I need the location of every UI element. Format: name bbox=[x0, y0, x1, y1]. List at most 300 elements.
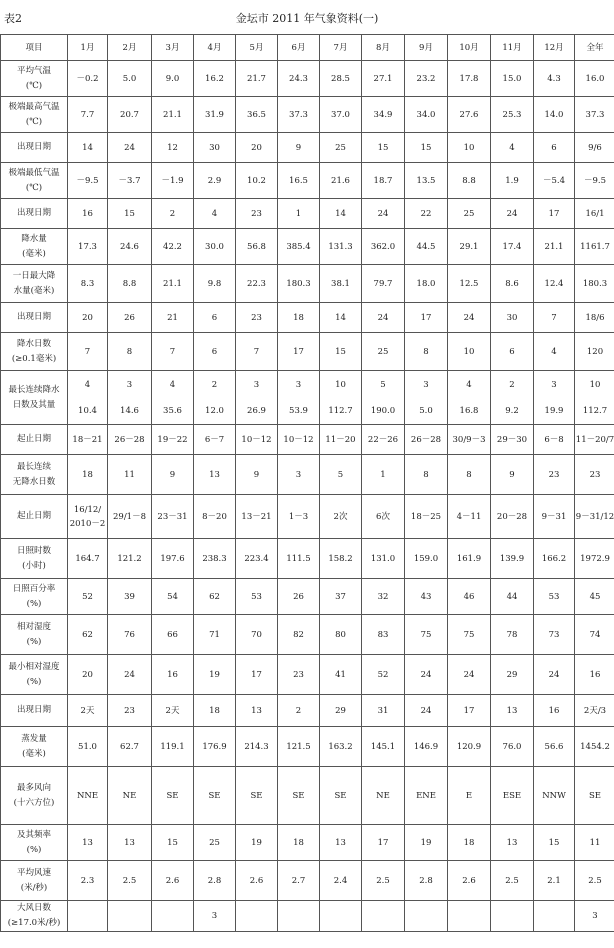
table-row bbox=[1, 97, 614, 133]
data-cell: 39 bbox=[108, 579, 152, 615]
document-header bbox=[0, 0, 614, 32]
table-row bbox=[1, 371, 614, 425]
data-cell: 12.5 bbox=[448, 265, 491, 303]
data-cell: 2 bbox=[152, 199, 194, 229]
table-row bbox=[1, 861, 614, 901]
data-cell: 8 bbox=[448, 455, 491, 495]
data-cell: 37.3 bbox=[575, 97, 614, 133]
row-label bbox=[1, 901, 68, 932]
data-cell: SE bbox=[194, 767, 236, 825]
data-cell: 23 bbox=[278, 655, 320, 695]
data-cell: 18/6 bbox=[575, 303, 614, 333]
data-cell: NNE bbox=[68, 767, 108, 825]
data-cell: 17 bbox=[278, 333, 320, 371]
data-cell: 4 bbox=[491, 133, 534, 163]
row-label-line: 出现日期 bbox=[16, 208, 51, 218]
data-cell: 159.0 bbox=[405, 539, 448, 579]
data-cell-line: 26.9 bbox=[247, 405, 266, 416]
data-cell: SE bbox=[278, 767, 320, 825]
data-cell: 74 bbox=[575, 615, 614, 655]
data-cell-line: 3 bbox=[423, 379, 429, 390]
data-cell: 2.3 bbox=[68, 861, 108, 901]
data-cell: 14 bbox=[68, 133, 108, 163]
data-cell: 11 bbox=[575, 825, 614, 861]
data-cell: 34.9 bbox=[362, 97, 405, 133]
header-month: 10月 bbox=[448, 35, 491, 61]
table-row bbox=[1, 229, 614, 265]
data-cell bbox=[278, 371, 320, 425]
data-cell: 362.0 bbox=[362, 229, 405, 265]
data-cell: 80 bbox=[320, 615, 362, 655]
data-cell: 66 bbox=[152, 615, 194, 655]
data-cell: 37.0 bbox=[320, 97, 362, 133]
data-cell bbox=[152, 371, 194, 425]
data-cell: 37.3 bbox=[278, 97, 320, 133]
data-cell: 131.0 bbox=[362, 539, 405, 579]
data-cell: 180.3 bbox=[278, 265, 320, 303]
data-cell: 7 bbox=[534, 303, 575, 333]
data-cell: 24.6 bbox=[108, 229, 152, 265]
data-cell: 20－28 bbox=[491, 495, 534, 539]
table-row bbox=[1, 727, 614, 767]
data-cell-line: 5 bbox=[380, 379, 386, 390]
data-cell: 15 bbox=[534, 825, 575, 861]
data-cell: 75 bbox=[405, 615, 448, 655]
data-cell: 82 bbox=[278, 615, 320, 655]
data-cell: 131.3 bbox=[320, 229, 362, 265]
data-cell: 42.2 bbox=[152, 229, 194, 265]
data-cell: 13 bbox=[68, 825, 108, 861]
data-cell: －0.2 bbox=[68, 61, 108, 97]
data-cell: 25 bbox=[362, 333, 405, 371]
table-number: 表2 bbox=[4, 12, 22, 25]
row-label-line: 一日最大降 bbox=[12, 270, 56, 281]
table-row bbox=[1, 539, 614, 579]
table-row bbox=[1, 655, 614, 695]
data-cell: 25 bbox=[320, 133, 362, 163]
data-cell: －3.7 bbox=[108, 163, 152, 199]
data-cell: 146.9 bbox=[405, 727, 448, 767]
data-cell: 6－7 bbox=[194, 425, 236, 455]
data-cell: 52 bbox=[68, 579, 108, 615]
data-cell: 2.8 bbox=[194, 861, 236, 901]
data-cell: 15 bbox=[362, 133, 405, 163]
data-cell: 24 bbox=[108, 655, 152, 695]
data-cell: 2次 bbox=[320, 495, 362, 539]
data-cell: 30.0 bbox=[194, 229, 236, 265]
data-cell: 9.8 bbox=[194, 265, 236, 303]
data-cell: 5 bbox=[320, 455, 362, 495]
data-cell-line: 35.6 bbox=[163, 405, 182, 416]
row-label-line: 无降水日数 bbox=[12, 476, 56, 487]
row-label bbox=[1, 767, 68, 825]
row-label-line: (小时) bbox=[22, 560, 46, 571]
data-cell bbox=[320, 371, 362, 425]
data-cell: －9.5 bbox=[68, 163, 108, 199]
data-cell: 16 bbox=[575, 655, 614, 695]
data-cell: 15 bbox=[320, 333, 362, 371]
data-cell: 8 bbox=[108, 333, 152, 371]
row-label bbox=[1, 655, 68, 695]
data-cell: 18－21 bbox=[68, 425, 108, 455]
data-cell: 7 bbox=[152, 333, 194, 371]
data-cell: SE bbox=[152, 767, 194, 825]
data-cell: E bbox=[448, 767, 491, 825]
data-cell: 16.5 bbox=[278, 163, 320, 199]
row-label bbox=[1, 455, 68, 495]
data-cell: 8 bbox=[405, 333, 448, 371]
data-cell: 7 bbox=[68, 333, 108, 371]
data-cell-line: 3 bbox=[253, 379, 260, 390]
data-cell: 6次 bbox=[362, 495, 405, 539]
data-cell: 17 bbox=[362, 825, 405, 861]
data-cell bbox=[236, 371, 278, 425]
data-cell: 2.4 bbox=[320, 861, 362, 901]
row-label-line: 极端最高气温 bbox=[8, 101, 60, 112]
data-cell: 11 bbox=[108, 455, 152, 495]
data-cell: 23－31 bbox=[152, 495, 194, 539]
row-label bbox=[1, 163, 68, 199]
data-cell: 19 bbox=[236, 825, 278, 861]
data-cell: SE bbox=[320, 767, 362, 825]
data-cell: 28.5 bbox=[320, 61, 362, 97]
data-cell: 16.2 bbox=[194, 61, 236, 97]
table-row bbox=[1, 303, 614, 333]
table-row bbox=[1, 901, 614, 932]
data-cell-line: 12.0 bbox=[205, 405, 224, 416]
row-label-line: 最长连续 bbox=[16, 461, 51, 472]
table-title: 金坛市 2011 年气象资料(一) bbox=[235, 12, 379, 25]
data-cell: 18 bbox=[194, 695, 236, 727]
data-cell: 4.3 bbox=[534, 61, 575, 97]
row-label bbox=[1, 61, 68, 97]
data-cell: 10－12 bbox=[236, 425, 278, 455]
row-label-line: (米/秒) bbox=[20, 882, 48, 893]
row-label-line: 日照百分率 bbox=[12, 583, 56, 594]
data-cell: 24 bbox=[491, 199, 534, 229]
data-cell: 16.0 bbox=[575, 61, 614, 97]
data-cell bbox=[236, 901, 278, 932]
table-row bbox=[1, 455, 614, 495]
data-cell: 2.6 bbox=[236, 861, 278, 901]
data-cell: 24 bbox=[448, 655, 491, 695]
data-cell: 6 bbox=[491, 333, 534, 371]
data-cell: 21.6 bbox=[320, 163, 362, 199]
data-cell: 76.0 bbox=[491, 727, 534, 767]
data-cell: 70 bbox=[236, 615, 278, 655]
data-cell: 10 bbox=[448, 333, 491, 371]
data-cell: 52 bbox=[362, 655, 405, 695]
data-cell: 1 bbox=[278, 199, 320, 229]
data-cell: 9.0 bbox=[152, 61, 194, 97]
header-month: 4月 bbox=[194, 35, 236, 61]
data-cell: 197.6 bbox=[152, 539, 194, 579]
data-cell bbox=[575, 371, 614, 425]
data-cell: 24 bbox=[534, 655, 575, 695]
row-label-line: (毫米) bbox=[22, 248, 46, 259]
data-cell: 9 bbox=[278, 133, 320, 163]
data-cell: 2.5 bbox=[491, 861, 534, 901]
data-cell: 15.0 bbox=[491, 61, 534, 97]
row-label-line: 蒸发量 bbox=[21, 733, 47, 744]
data-cell: 26 bbox=[278, 579, 320, 615]
data-cell: 21.7 bbox=[236, 61, 278, 97]
data-cell: 20 bbox=[68, 655, 108, 695]
data-cell: 53 bbox=[534, 579, 575, 615]
data-cell: 56.6 bbox=[534, 727, 575, 767]
data-cell: 18 bbox=[68, 455, 108, 495]
data-cell bbox=[491, 371, 534, 425]
data-cell: 22.3 bbox=[236, 265, 278, 303]
data-cell: 27.6 bbox=[448, 97, 491, 133]
data-cell: 26－28 bbox=[108, 425, 152, 455]
data-cell: NE bbox=[108, 767, 152, 825]
row-label-line: 及其频率 bbox=[16, 829, 51, 840]
data-cell: 3 bbox=[575, 901, 614, 932]
table-row bbox=[1, 579, 614, 615]
data-cell: 24 bbox=[362, 199, 405, 229]
header-row bbox=[1, 35, 614, 61]
data-cell bbox=[194, 371, 236, 425]
data-cell-line: 19.9 bbox=[544, 405, 564, 416]
table-row bbox=[1, 163, 614, 199]
data-cell: 1454.2 bbox=[575, 727, 614, 767]
data-cell: 214.3 bbox=[236, 727, 278, 767]
data-cell: 16/1 bbox=[575, 199, 614, 229]
data-cell bbox=[448, 901, 491, 932]
row-label-line: (%) bbox=[26, 676, 42, 687]
data-cell: 180.3 bbox=[575, 265, 614, 303]
data-cell: 8.6 bbox=[491, 265, 534, 303]
row-label bbox=[1, 495, 68, 539]
data-cell: 164.7 bbox=[68, 539, 108, 579]
data-cell bbox=[320, 901, 362, 932]
data-cell: 27.1 bbox=[362, 61, 405, 97]
row-label-line: 大风日数 bbox=[16, 903, 51, 913]
row-label bbox=[1, 229, 68, 265]
row-label-line: 水量(毫米) bbox=[13, 285, 55, 296]
data-cell: 11－20/7 bbox=[575, 425, 614, 455]
header-item: 项目 bbox=[1, 35, 68, 61]
data-cell-line: 5.0 bbox=[419, 405, 433, 416]
data-cell: 18 bbox=[278, 825, 320, 861]
data-cell-line: 53.9 bbox=[289, 405, 308, 416]
data-cell: 44 bbox=[491, 579, 534, 615]
data-cell: 14.0 bbox=[534, 97, 575, 133]
data-cell: SE bbox=[236, 767, 278, 825]
data-cell: SE bbox=[575, 767, 614, 825]
data-cell: 21 bbox=[152, 303, 194, 333]
table-row bbox=[1, 425, 614, 455]
data-cell: 2天/3 bbox=[575, 695, 614, 727]
row-label-line: (十六方位) bbox=[13, 797, 55, 808]
data-cell: 23.2 bbox=[405, 61, 448, 97]
data-cell: 9－31/12 bbox=[575, 495, 614, 539]
data-cell: 18.7 bbox=[362, 163, 405, 199]
data-cell: 54 bbox=[152, 579, 194, 615]
data-cell: 16 bbox=[68, 199, 108, 229]
data-cell: 3 bbox=[194, 901, 236, 932]
data-cell: 20.7 bbox=[108, 97, 152, 133]
data-cell: 14 bbox=[320, 303, 362, 333]
data-cell: 11－20 bbox=[320, 425, 362, 455]
header-month: 8月 bbox=[362, 35, 405, 61]
data-cell: 25.3 bbox=[491, 97, 534, 133]
data-cell: 17.3 bbox=[68, 229, 108, 265]
data-cell: 18 bbox=[448, 825, 491, 861]
data-cell: 37 bbox=[320, 579, 362, 615]
data-cell: 79.7 bbox=[362, 265, 405, 303]
data-cell: 38.1 bbox=[320, 265, 362, 303]
data-cell: 166.2 bbox=[534, 539, 575, 579]
data-cell: 26－28 bbox=[405, 425, 448, 455]
data-cell: 12 bbox=[152, 133, 194, 163]
header-month: 12月 bbox=[534, 35, 575, 61]
header-month: 7月 bbox=[320, 35, 362, 61]
row-label bbox=[1, 133, 68, 163]
data-cell: 13 bbox=[236, 695, 278, 727]
data-cell bbox=[362, 371, 405, 425]
data-cell: 161.9 bbox=[448, 539, 491, 579]
data-cell: 62 bbox=[68, 615, 108, 655]
data-cell: 16 bbox=[534, 695, 575, 727]
table-row bbox=[1, 767, 614, 825]
data-cell-line: 3 bbox=[295, 379, 302, 390]
row-label-line: 降水量 bbox=[21, 233, 47, 244]
data-cell: 17 bbox=[534, 199, 575, 229]
data-cell: 75 bbox=[448, 615, 491, 655]
data-cell: 45 bbox=[575, 579, 614, 615]
data-cell: 30 bbox=[194, 133, 236, 163]
data-cell: 13 bbox=[320, 825, 362, 861]
data-cell bbox=[108, 371, 152, 425]
data-cell-line: 10 bbox=[335, 379, 346, 390]
row-label-line: 最长连续降水 bbox=[8, 384, 60, 395]
header-month: 11月 bbox=[491, 35, 534, 61]
row-label bbox=[1, 199, 68, 229]
data-cell: 26 bbox=[108, 303, 152, 333]
data-cell: 2.5 bbox=[108, 861, 152, 901]
data-cell: 15 bbox=[108, 199, 152, 229]
data-cell: 23 bbox=[575, 455, 614, 495]
data-cell: 18.0 bbox=[405, 265, 448, 303]
data-cell bbox=[68, 371, 108, 425]
data-cell: 22 bbox=[405, 199, 448, 229]
data-cell: 43 bbox=[405, 579, 448, 615]
data-cell: 9 bbox=[236, 455, 278, 495]
header-month: 5月 bbox=[236, 35, 278, 61]
data-cell: 62.7 bbox=[108, 727, 152, 767]
data-cell: 29.1 bbox=[448, 229, 491, 265]
data-cell: 51.0 bbox=[68, 727, 108, 767]
data-cell: 19－22 bbox=[152, 425, 194, 455]
row-label-line: (℃) bbox=[25, 116, 43, 127]
data-cell: 1.9 bbox=[491, 163, 534, 199]
header-month: 6月 bbox=[278, 35, 320, 61]
data-cell bbox=[491, 901, 534, 932]
data-cell: －1.9 bbox=[152, 163, 194, 199]
data-cell bbox=[405, 901, 448, 932]
data-cell: 23 bbox=[236, 199, 278, 229]
data-cell: 32 bbox=[362, 579, 405, 615]
table-row bbox=[1, 61, 614, 97]
data-cell: 120 bbox=[575, 333, 614, 371]
data-cell bbox=[68, 495, 108, 539]
row-label bbox=[1, 695, 68, 727]
row-label-line: (毫米) bbox=[22, 748, 46, 759]
table-row bbox=[1, 265, 614, 303]
data-cell-line: 2 bbox=[509, 379, 515, 390]
data-cell: 119.1 bbox=[152, 727, 194, 767]
data-cell: 23 bbox=[534, 455, 575, 495]
data-cell: 25 bbox=[448, 199, 491, 229]
data-cell bbox=[405, 371, 448, 425]
row-label-line: (≥0.1毫米) bbox=[11, 353, 57, 364]
row-label-line: 平均风速 bbox=[16, 867, 51, 878]
data-cell: 62 bbox=[194, 579, 236, 615]
data-cell: 24 bbox=[362, 303, 405, 333]
data-cell: 1－3 bbox=[278, 495, 320, 539]
row-label-line: (℃) bbox=[25, 80, 43, 91]
data-cell: 19 bbox=[405, 825, 448, 861]
data-cell: 13 bbox=[108, 825, 152, 861]
row-label bbox=[1, 615, 68, 655]
data-cell: 30/9－3 bbox=[448, 425, 491, 455]
data-cell: 76 bbox=[108, 615, 152, 655]
data-cell: 2天 bbox=[152, 695, 194, 727]
row-label bbox=[1, 97, 68, 133]
row-label-line: 极端最低气温 bbox=[8, 167, 60, 178]
data-cell: 21.1 bbox=[152, 97, 194, 133]
data-cell: 9 bbox=[491, 455, 534, 495]
data-cell: 121.5 bbox=[278, 727, 320, 767]
data-cell: 17 bbox=[236, 655, 278, 695]
data-cell: 2.1 bbox=[534, 861, 575, 901]
data-cell: 36.5 bbox=[236, 97, 278, 133]
data-cell: 25 bbox=[194, 825, 236, 861]
data-cell: －9.5 bbox=[575, 163, 614, 199]
data-cell: 24.3 bbox=[278, 61, 320, 97]
data-cell: 5.0 bbox=[108, 61, 152, 97]
data-cell bbox=[108, 901, 152, 932]
data-cell: 8－20 bbox=[194, 495, 236, 539]
data-cell: 29 bbox=[320, 695, 362, 727]
data-cell-line: 16/12/ bbox=[73, 504, 102, 515]
data-cell: 4 bbox=[534, 333, 575, 371]
data-cell: 13 bbox=[194, 455, 236, 495]
data-cell: 19 bbox=[194, 655, 236, 695]
data-cell: 6 bbox=[534, 133, 575, 163]
row-label-line: 出现日期 bbox=[16, 312, 51, 322]
row-label bbox=[1, 425, 68, 455]
data-cell: 14 bbox=[320, 199, 362, 229]
data-cell: 2.6 bbox=[448, 861, 491, 901]
data-cell: 2.6 bbox=[152, 861, 194, 901]
row-label-line: 日数及其量 bbox=[12, 399, 56, 410]
data-cell: 8.3 bbox=[68, 265, 108, 303]
data-cell: 4－11 bbox=[448, 495, 491, 539]
data-cell: 385.4 bbox=[278, 229, 320, 265]
table-row bbox=[1, 615, 614, 655]
header-month: 2月 bbox=[108, 35, 152, 61]
data-cell-line: 9.2 bbox=[505, 405, 519, 416]
data-cell: 20 bbox=[68, 303, 108, 333]
header-month: 3月 bbox=[152, 35, 194, 61]
data-cell: 2.9 bbox=[194, 163, 236, 199]
data-cell: 13－21 bbox=[236, 495, 278, 539]
data-cell: NE bbox=[362, 767, 405, 825]
data-cell: 34.0 bbox=[405, 97, 448, 133]
